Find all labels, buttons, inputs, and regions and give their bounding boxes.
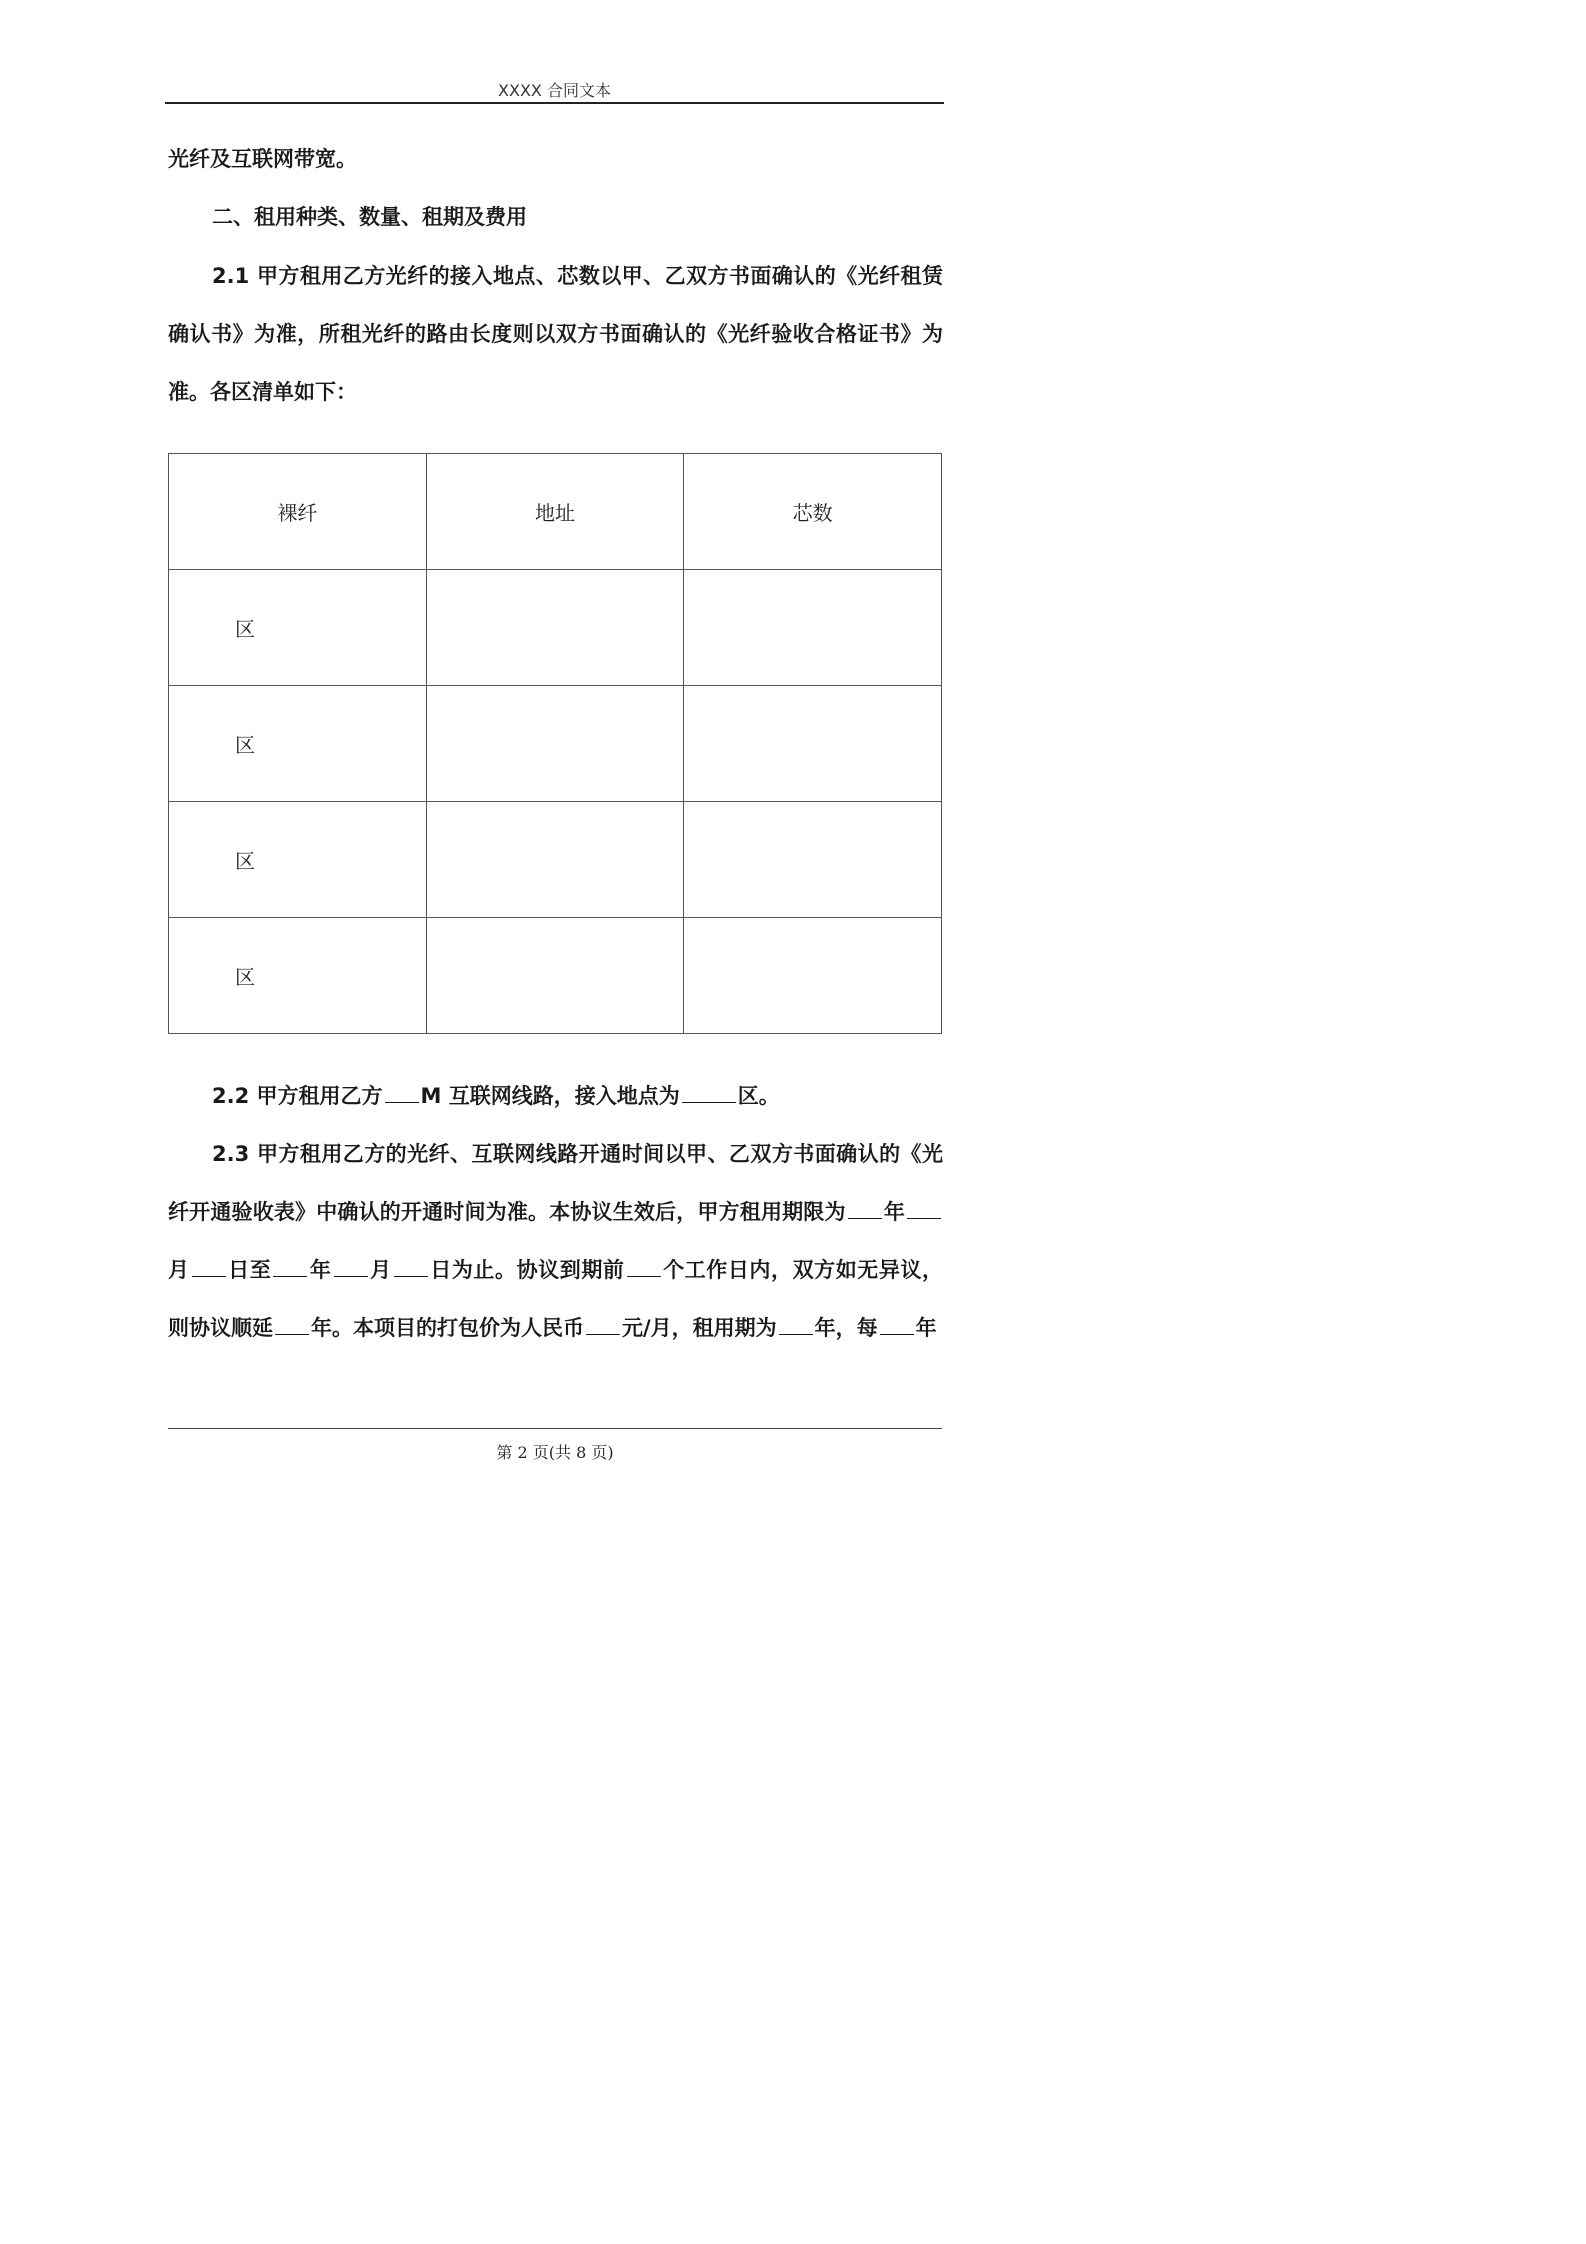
end-day-blank (394, 1254, 428, 1277)
clause-2-2-text-1: 2.2 甲方租用乙方 (212, 1084, 383, 1108)
clause-2-3-text-12: 年 (915, 1316, 937, 1340)
address-cell (426, 802, 684, 918)
clause-2-3-text-9: 年。本项目的打包价为人民币 (311, 1316, 584, 1340)
clause-2-2 (168, 1067, 943, 1125)
column-header-cores: 芯数 (684, 454, 942, 570)
continuation-paragraph: 光纤及互联网带宽。 (168, 147, 357, 171)
table-row (169, 686, 942, 802)
start-year-blank (848, 1196, 882, 1219)
payment-interval-blank (880, 1312, 914, 1335)
page-number: 第 2 页(共 8 页) (496, 1443, 614, 1462)
footer-divider (168, 1428, 942, 1429)
cores-cell (684, 570, 942, 686)
cores-cell (684, 802, 942, 918)
document-header-title: XXXX 合同文本 (498, 81, 611, 100)
clause-2-3-text-3: 月 (168, 1258, 190, 1282)
fiber-district-table (168, 453, 942, 1034)
table-row (169, 918, 942, 1034)
district-cell: 区 (169, 802, 427, 918)
clause-2-3-text-8: 个工作日内，双方如无异议，则协议顺延 (168, 1258, 944, 1340)
table-row (169, 802, 942, 918)
address-cell (426, 570, 684, 686)
clause-2-2-text-2: M 互联网线路，接入地点为 (420, 1084, 680, 1108)
address-cell (426, 686, 684, 802)
clause-2-3-text-10: 元/月，租用期为 (622, 1316, 777, 1340)
cores-cell (684, 686, 942, 802)
end-month-blank (334, 1254, 368, 1277)
table-row (169, 570, 942, 686)
address-cell (426, 918, 684, 1034)
clause-2-2-text-3: 区。 (737, 1084, 780, 1108)
column-header-fiber: 裸纤 (169, 454, 427, 570)
table-header-row (169, 454, 942, 570)
clause-2-3-text-11: 年，每 (814, 1316, 878, 1340)
clause-2-3-text-6: 月 (369, 1258, 392, 1282)
start-day-blank (192, 1254, 226, 1277)
clause-2-3-text-1: 2.3 甲方租用乙方的光纤、互联网线路开通时间以甲、乙双方书面确认的《光纤开通验收表》中确认的开通时间为准。本协议生效后，甲方租用期限为 (168, 1142, 943, 1224)
district-cell: 区 (169, 686, 427, 802)
header-divider (165, 102, 944, 104)
notice-days-blank (627, 1254, 661, 1277)
column-header-address: 地址 (426, 454, 684, 570)
clause-2-1: 2.1 甲方租用乙方光纤的接入地点、芯数以甲、乙双方书面确认的《光纤租赁确认书》为准，所租光纤的路由长度则以双方书面确认的《光纤验收合格证书》为准。各区清单如下： (168, 264, 943, 404)
monthly-price-blank (586, 1312, 620, 1335)
lease-term-blank (779, 1312, 813, 1335)
clause-2-3-text-7: 日为止。协议到期前 (429, 1258, 625, 1282)
clause-2-3-text-5: 年 (309, 1258, 332, 1282)
district-cell: 区 (169, 570, 427, 686)
renewal-years-blank (275, 1312, 309, 1335)
end-year-blank (273, 1254, 307, 1277)
district-cell: 区 (169, 918, 427, 1034)
clause-2-3-text-4: 日至 (227, 1258, 272, 1282)
section-heading: 二、租用种类、数量、租期及费用 (212, 205, 527, 229)
cores-cell (684, 918, 942, 1034)
clause-2-3-text-2: 年 (883, 1200, 906, 1224)
start-month-blank (907, 1196, 941, 1219)
bandwidth-blank (385, 1080, 419, 1103)
district-blank (682, 1080, 736, 1103)
clause-2-3 (168, 1125, 943, 1357)
